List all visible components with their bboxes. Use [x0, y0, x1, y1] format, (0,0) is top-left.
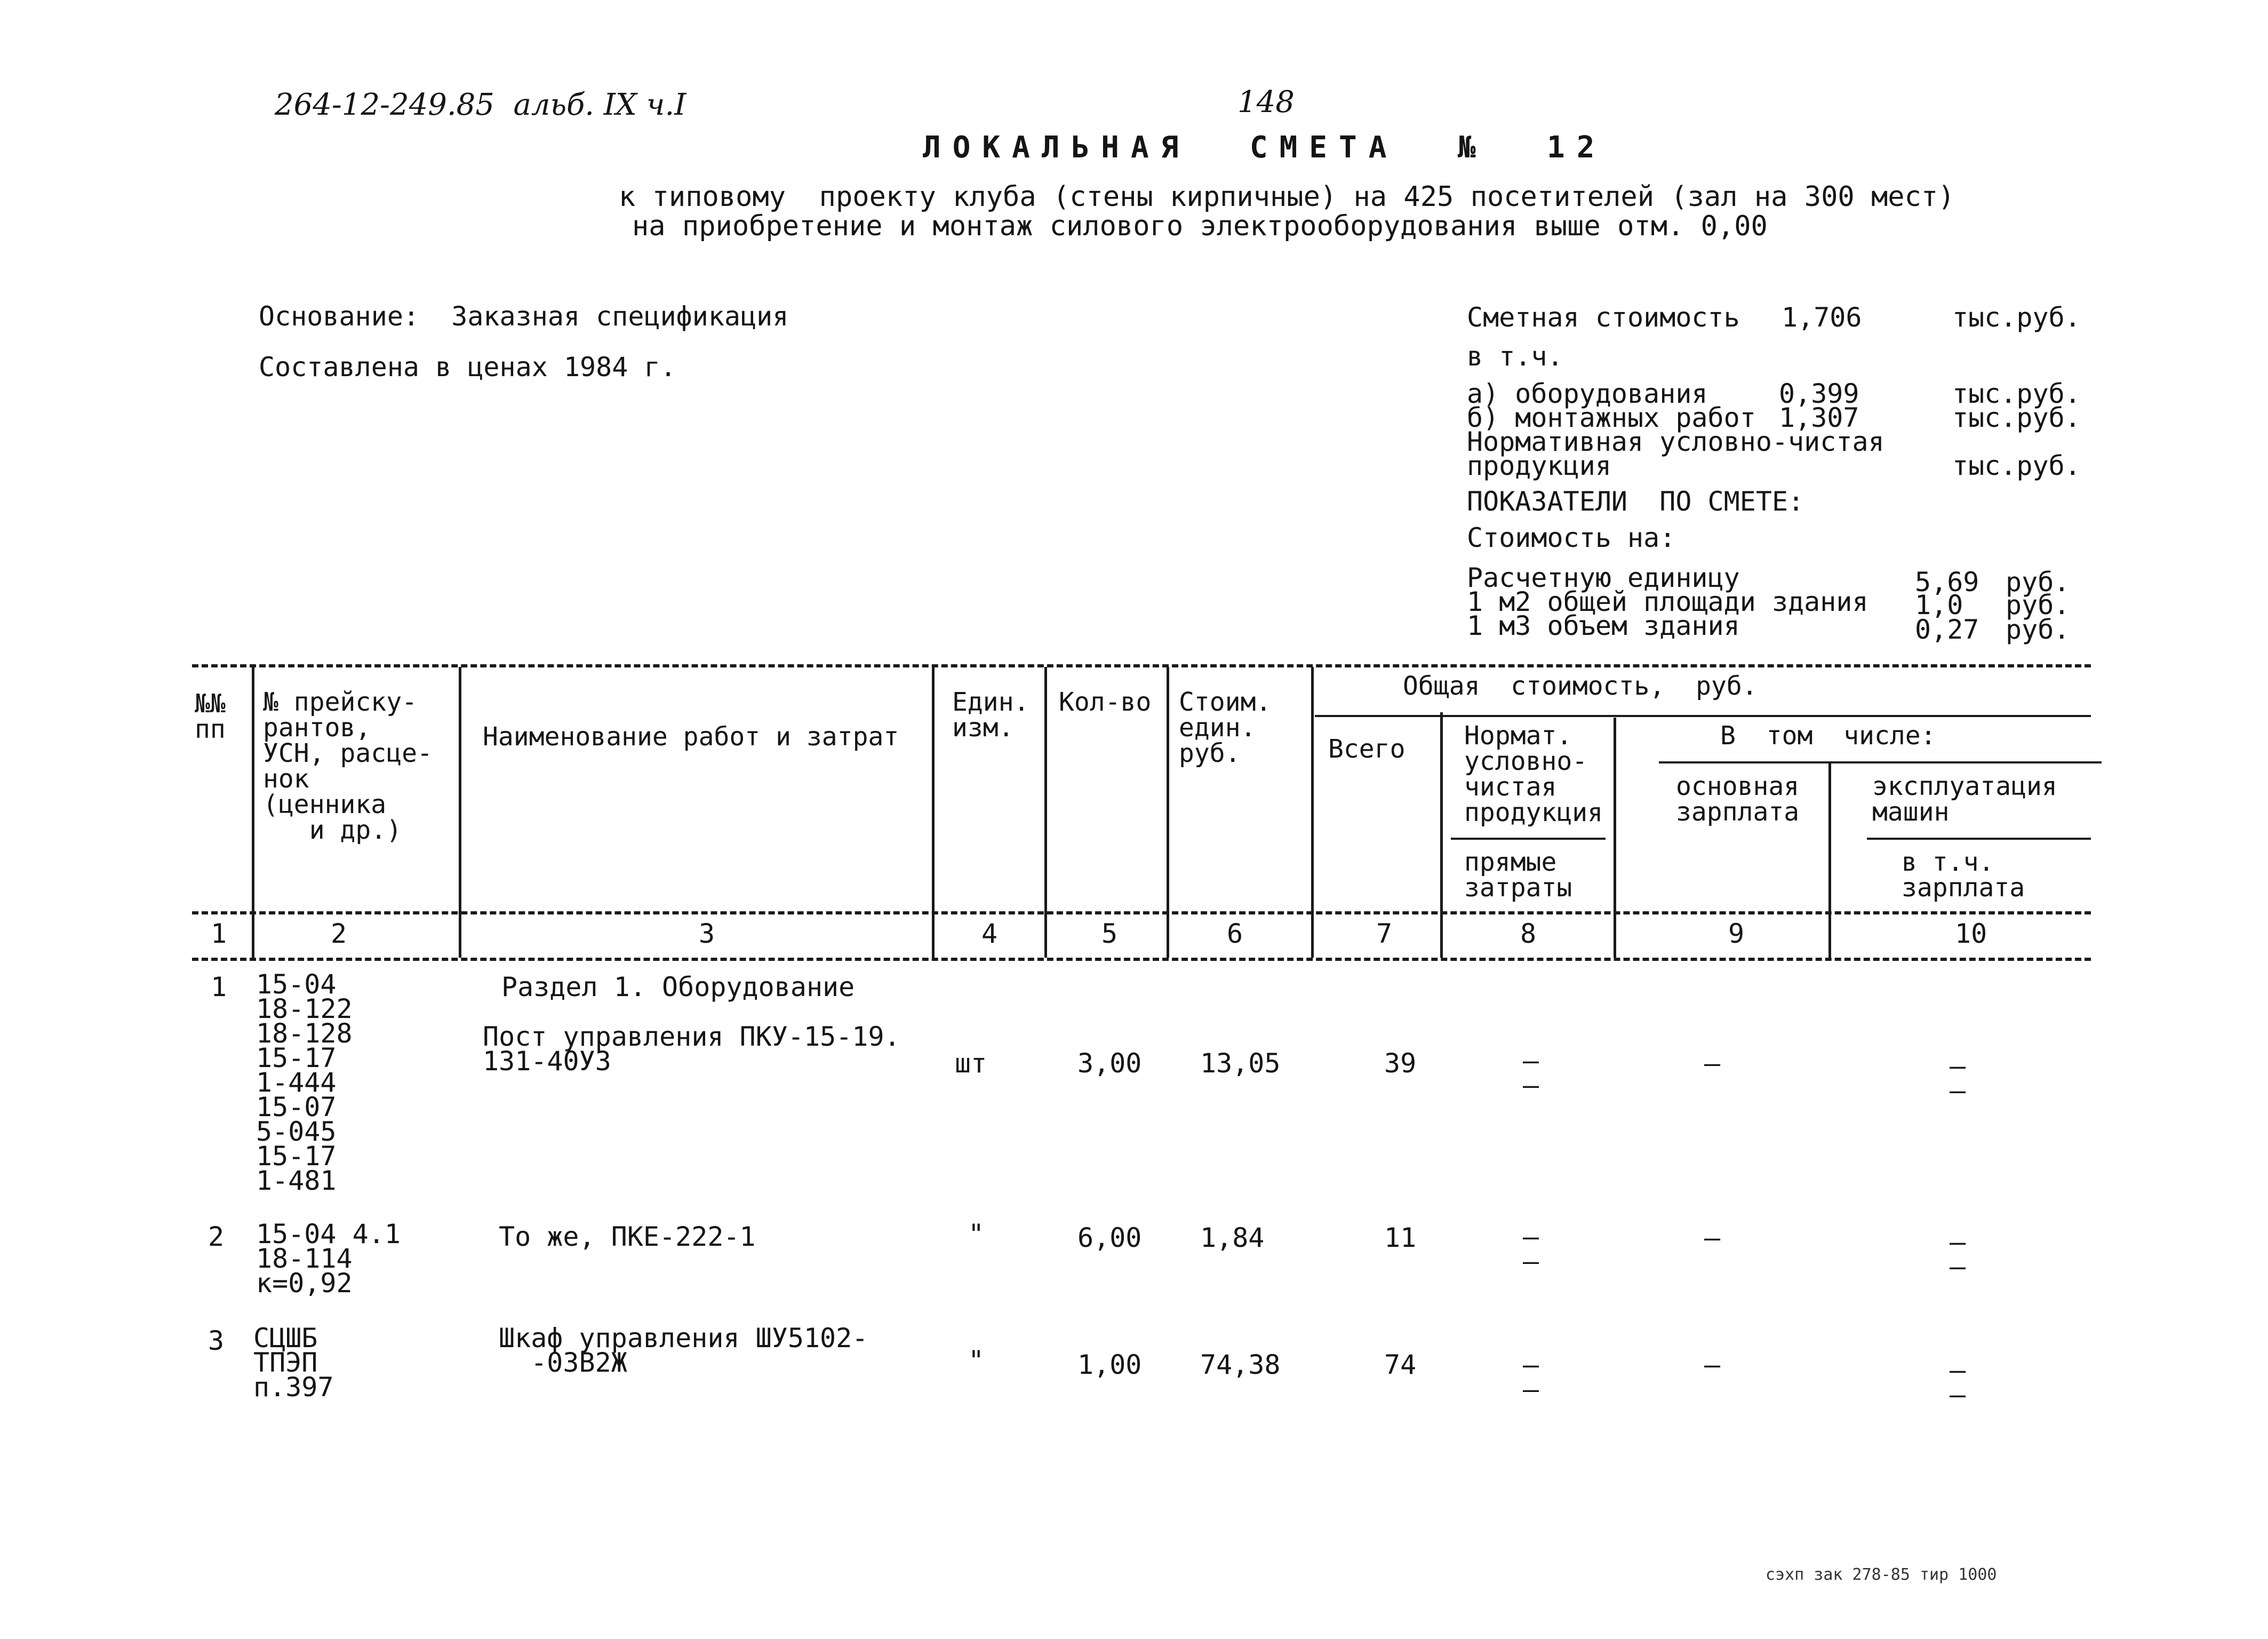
- header-bottom-rule: [192, 911, 2091, 914]
- m2-value: 1,0: [1915, 590, 1963, 620]
- header-total-cost: Общая стоимость, руб.: [1403, 671, 1758, 701]
- numbers-bottom-rule: [192, 958, 2091, 961]
- row-num: 3: [208, 1325, 225, 1356]
- album-reference: 264-12-249.85 альб. IX ч.I: [275, 87, 686, 122]
- col-divider: [459, 667, 461, 958]
- subtitle-line-2: на приобретение и монтаж силового электрооборудования выше отм. 0,00: [632, 210, 1768, 242]
- basis-text: Основание: Заказная спецификация: [259, 301, 789, 332]
- col-divider: [252, 667, 254, 958]
- normative-unit: тыс.руб.: [1952, 450, 2081, 481]
- col-divider: [1167, 667, 1169, 958]
- row-normative: – –: [1523, 1221, 1539, 1277]
- row-price: 1,84: [1200, 1222, 1265, 1253]
- equipment-label: а) оборудования: [1467, 378, 1708, 409]
- m2-label: 1 м2 общей площади здания: [1467, 586, 1868, 617]
- cost-on-label: Стоимость на:: [1467, 522, 1676, 553]
- row-qty: 3,00: [1077, 1048, 1142, 1079]
- calc-unit-unit: руб.: [2006, 567, 2070, 598]
- header-work-name: Наименование работ и затрат: [483, 722, 899, 752]
- installation-unit: тыс.руб.: [1952, 402, 2081, 433]
- print-footer: сэхп зак 278-85 тир 1000: [1766, 1565, 1997, 1584]
- installation-value: 1,307: [1779, 402, 1859, 433]
- row-price: 13,05: [1200, 1048, 1281, 1079]
- header-total: Всего: [1328, 734, 1405, 764]
- installation-label: б) монтажных работ: [1467, 402, 1756, 433]
- col-divider: [1311, 667, 1314, 958]
- row-name: То же, ПКЕ-222-1: [499, 1221, 756, 1252]
- col-divider: [1044, 667, 1047, 958]
- col-number: 8: [1520, 918, 1537, 949]
- calc-unit-value: 5,69: [1915, 567, 1979, 598]
- row-base-salary: –: [1704, 1349, 1721, 1380]
- row-base-salary: –: [1704, 1222, 1721, 1253]
- m3-label: 1 м3 объем здания: [1467, 610, 1740, 641]
- col-divider: [1828, 763, 1831, 958]
- header-base-salary: основная зарплата: [1676, 771, 1800, 827]
- machines-subrule: [1867, 838, 2091, 840]
- col-number: 4: [981, 918, 998, 949]
- total-group-rule: [1315, 715, 2091, 717]
- row-normative: – –: [1523, 1045, 1539, 1101]
- row-unit: ": [968, 1345, 985, 1376]
- document-title: ЛОКАЛЬНАЯ СМЕТА № 12: [923, 130, 1607, 165]
- row-name: Пост управления ПКУ-15-19. 131-40У3: [483, 1021, 900, 1077]
- table-top-rule: [192, 664, 2091, 667]
- including-label: в т.ч.: [1467, 341, 1563, 372]
- row-normative: – –: [1523, 1349, 1539, 1405]
- equipment-value: 0,399: [1779, 378, 1859, 409]
- header-quantity: Кол-во: [1059, 687, 1152, 717]
- prices-year-text: Составлена в ценах 1984 г.: [259, 352, 676, 383]
- section-heading: Раздел 1. Оборудование: [501, 972, 855, 1003]
- normative-label-2: продукция: [1467, 450, 1611, 481]
- col-number: 2: [331, 918, 347, 949]
- cost-value: 1,706: [1782, 302, 1862, 333]
- col-divider: [1440, 712, 1443, 958]
- header-machines: эксплуатация машин: [1872, 771, 2057, 827]
- row-machines: – –: [1950, 1227, 1966, 1282]
- row-name: Шкаф управления ШУ5102- -03В2Ж: [499, 1323, 868, 1378]
- header-direct-costs: прямые затраты: [1464, 847, 1572, 903]
- row-machines: – –: [1950, 1355, 1966, 1410]
- norm-subrule: [1451, 838, 1606, 840]
- col-number: 10: [1955, 918, 1987, 949]
- row-codes: 15-04 4.1 18-114 к=0,92: [256, 1219, 401, 1299]
- row-unit: ": [968, 1219, 985, 1250]
- row-total: 39: [1384, 1048, 1417, 1079]
- col-number: 1: [211, 918, 227, 949]
- row-num: 1: [211, 972, 227, 1003]
- row-codes: 15-04 18-122 18-128 15-17 1-444 15-07 5-045 15-17 1-481: [256, 969, 353, 1196]
- header-unit-cost: Стоим. един. руб.: [1179, 687, 1272, 768]
- subtitle-line-1: к типовому проекту клуба (стены кирпичные) на 425 посетителей (зал на 300 мест): [619, 181, 1955, 213]
- indicators-heading: ПОКАЗАТЕЛИ ПО СМЕТЕ:: [1467, 486, 1804, 517]
- m2-unit: руб.: [2006, 590, 2070, 620]
- row-qty: 1,00: [1077, 1349, 1142, 1380]
- m3-unit: руб.: [2006, 614, 2070, 645]
- header-unit: Един. изм.: [952, 687, 1029, 743]
- col-number: 3: [699, 918, 715, 949]
- col-number: 5: [1101, 918, 1118, 949]
- row-unit: шт: [955, 1048, 987, 1079]
- row-total: 11: [1384, 1222, 1417, 1253]
- header-incl-salary: в т.ч. зарплата: [1902, 847, 2025, 903]
- col-number: 9: [1728, 918, 1745, 949]
- row-machines: – –: [1950, 1051, 1966, 1106]
- cost-unit: тыс.руб.: [1952, 302, 2081, 333]
- row-qty: 6,00: [1077, 1222, 1142, 1253]
- m3-value: 0,27: [1915, 614, 1979, 645]
- row-price: 74,38: [1200, 1349, 1281, 1380]
- header-num: №№ пп: [195, 689, 226, 744]
- row-total: 74: [1384, 1349, 1417, 1380]
- row-base-salary: –: [1704, 1048, 1721, 1079]
- col-divider: [1614, 718, 1616, 958]
- col-number: 7: [1376, 918, 1393, 949]
- header-price-codes: № прейску- рантов, УСН, расце- нок (ценника и др.): [263, 687, 433, 845]
- row-num: 2: [208, 1221, 225, 1252]
- row-codes: СЦШБ ТПЭП п.397: [253, 1323, 334, 1403]
- header-including: В том числе:: [1720, 721, 1936, 751]
- incl-group-rule: [1659, 761, 2102, 763]
- calc-unit-label: Расчетную единицу: [1467, 562, 1740, 593]
- normative-label-1: Нормативная условно-чистая: [1467, 426, 1884, 457]
- col-number: 6: [1227, 918, 1243, 949]
- header-normative: Нормат. условно- чистая продукция: [1464, 721, 1603, 828]
- page-number: 148: [1237, 85, 1295, 120]
- col-divider: [932, 667, 935, 958]
- cost-label: Сметная стоимость: [1467, 302, 1740, 333]
- equipment-unit: тыс.руб.: [1952, 378, 2081, 409]
